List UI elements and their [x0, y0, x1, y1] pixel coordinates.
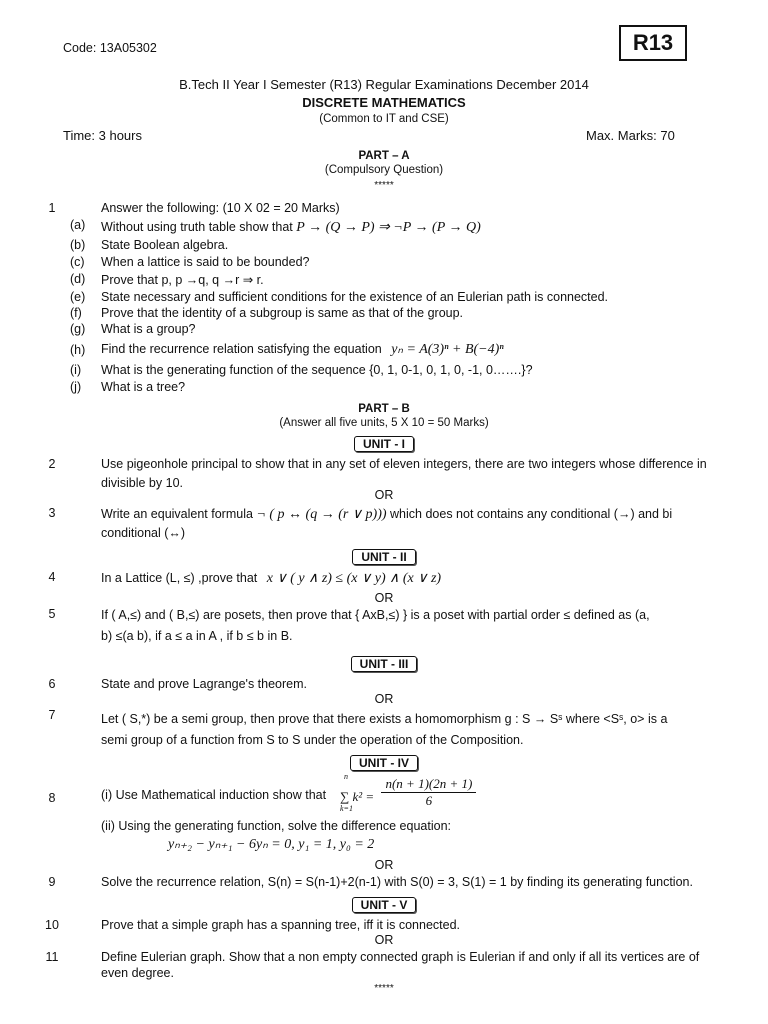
item-label: (g) — [70, 322, 86, 336]
question-text: b) ≤(a b), if a ≤ a in A , if b ≤ b in B. — [101, 629, 293, 643]
or-separator: OR — [374, 933, 394, 947]
question-text: What is a tree? — [101, 380, 186, 394]
time-label: Time: 3 hours — [63, 128, 142, 143]
math-expression: P → (Q → P) ⇒ ¬P → (P → Q) — [296, 220, 481, 235]
question-text: State Boolean algebra. — [101, 238, 229, 252]
question-text: When a lattice is said to be bounded? — [101, 255, 310, 269]
question-text: Let ( S,*) be a semi group, then prove that there exists a homomorphism g : S → Sˢ where <Sˢ, o> is a — [101, 712, 668, 726]
question-text: Write an equivalent formula ¬ ( p ↔ (q → (r ∨ p))) which does not contains any conditional (→) and bi conditional (↔) — [101, 507, 673, 540]
item-label: (i) — [70, 363, 82, 377]
item-label: (b) — [70, 238, 86, 252]
or-separator: OR — [374, 488, 394, 502]
question-number: 9 — [48, 875, 56, 889]
unit-heading: UNIT - I — [0, 436, 768, 452]
question-number: 1 — [48, 201, 56, 215]
question-number: 4 — [48, 570, 56, 584]
part-a-subtitle: (Compulsory Question) — [324, 164, 444, 176]
or-separator: OR — [374, 858, 394, 872]
difference-equation: yₙ₊₂ − yₙ₊₁ − 6yₙ = 0, y₁ = 1, y₀ = 2 — [168, 837, 375, 852]
question-number: 10 — [45, 918, 59, 932]
item-label: (d) — [70, 272, 86, 286]
question-text: Prove that the identity of a subgroup is same as that of the group. — [101, 306, 464, 320]
question-text: Prove that p, p →q, q →r ⇒ r. — [101, 273, 264, 287]
question-text: State necessary and sufficient conditions for the existence of an Eulerian path is connected. — [101, 290, 609, 304]
math-expression: ¬ ( p ↔ (q → (r ∨ p))) — [256, 507, 387, 522]
question-number: 8 — [48, 791, 56, 805]
item-label: (e) — [70, 290, 86, 304]
math-expression: yₙ = A(3)ⁿ + B(−4)ⁿ — [391, 342, 504, 357]
unit-heading: UNIT - III — [0, 656, 768, 672]
question-text: Solve the recurrence relation, S(n) = S(n-1)+2(n-1) with S(0) = 3, S(1) = 1 by finding its generating function. — [101, 875, 693, 889]
question-number: 11 — [45, 950, 59, 964]
unit-heading: UNIT - IV — [0, 755, 768, 771]
part-a-instruction: Answer the following: (10 X 02 = 20 Marks) — [101, 201, 340, 215]
induction-formula: n k=1 ∑ k² = $\frac{n(n + 1)(2n + 1)}{6}$ — [340, 776, 476, 809]
question-text: Use pigeonhole principal to show that in any set of eleven integers, there are two integers whose difference in divisible by 10. — [101, 457, 707, 490]
exam-code: Code: 13A05302 — [63, 41, 157, 55]
question-text: Find the recurrence relation satisfying the equation yₙ = A(3)ⁿ + B(−4)ⁿ — [101, 342, 504, 357]
question-text: (i) Use Mathematical induction show that — [101, 788, 327, 802]
unit-heading: UNIT - V — [0, 897, 768, 913]
item-label: (f) — [70, 306, 82, 320]
max-marks-label: Max. Marks: 70 — [586, 128, 675, 143]
or-separator: OR — [374, 591, 394, 605]
question-text: In a Lattice (L, ≤) ,prove that x ∨ ( y ∧ z) ≤ (x ∨ y) ∧ (x ∨ z) — [101, 571, 442, 586]
item-label: (c) — [70, 255, 85, 269]
item-label: (h) — [70, 343, 86, 357]
math-expression: x ∨ ( y ∧ z) ≤ (x ∨ y) ∧ (x ∨ z) — [266, 571, 442, 586]
question-text: Without using truth table show that P → (Q → P) ⇒ ¬P → (P → Q) — [101, 220, 481, 235]
part-a-stars: ***** — [374, 180, 394, 191]
question-text: If ( A,≤) and ( B,≤) are posets, then prove that { AxB,≤) } is a poset with partial order ≤ defined as (a, — [101, 608, 650, 622]
item-label: (a) — [70, 218, 86, 232]
question-number: 5 — [48, 607, 56, 621]
or-separator: OR — [374, 692, 394, 706]
unit-heading: UNIT - II — [0, 549, 768, 565]
question-text: even degree. — [101, 966, 174, 980]
question-text: Define Eulerian graph. Show that a non empty connected graph is Eulerian if and only if all its vertices are of — [101, 950, 700, 964]
question-text: What is a group? — [101, 322, 196, 336]
question-text: semi group of a function from S to S under the operation of the Composition. — [101, 733, 524, 747]
part-b-title: PART – B — [358, 403, 410, 415]
question-text: State and prove Lagrange's theorem. — [101, 677, 307, 691]
item-label: (j) — [70, 380, 82, 394]
subject-title: DISCRETE MATHEMATICS — [302, 95, 466, 110]
question-text: Prove that a simple graph has a spanning tree, iff it is connected. — [101, 918, 461, 932]
question-text: (ii) Using the generating function, solve the difference equation: — [101, 819, 451, 833]
part-a-title: PART – A — [358, 150, 410, 162]
common-note: (Common to IT and CSE) — [319, 113, 449, 125]
question-number: 3 — [48, 506, 56, 520]
question-text: What is the generating function of the sequence {0, 1, 0-1, 0, 1, 0, -1, 0…….}? — [101, 363, 533, 377]
question-number: 7 — [48, 708, 56, 722]
part-b-subtitle: (Answer all five units, 5 X 10 = 50 Marks) — [279, 417, 489, 429]
question-number: 6 — [48, 677, 56, 691]
end-stars: ***** — [374, 983, 394, 994]
exam-title: B.Tech II Year I Semester (R13) Regular Examinations December 2014 — [179, 77, 589, 92]
regulation-badge: R13 — [619, 25, 687, 61]
question-number: 2 — [48, 457, 56, 471]
